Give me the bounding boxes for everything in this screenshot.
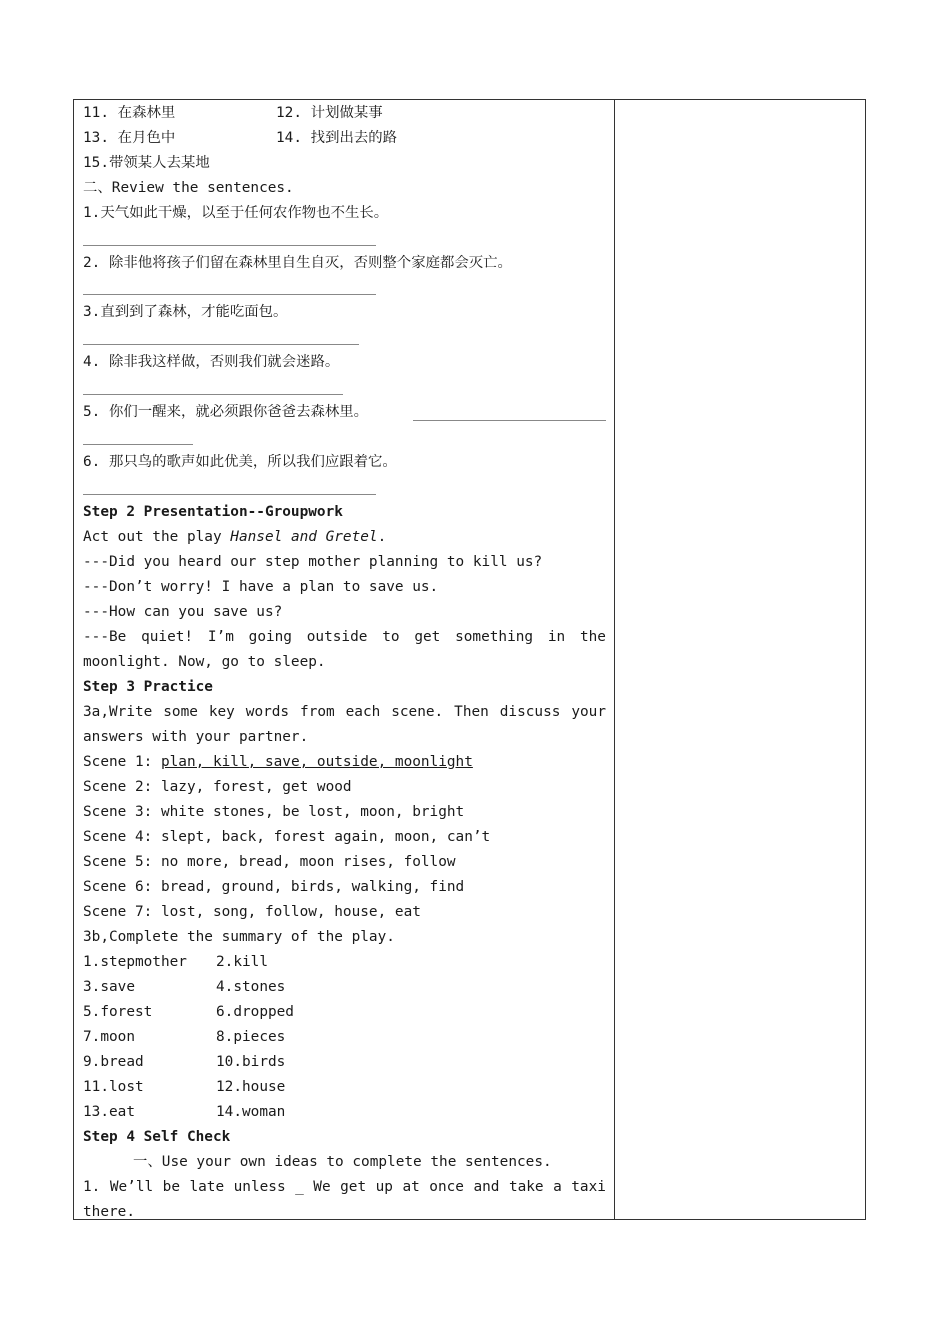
word: key [208,704,235,720]
review-sentence: 4. 除非我这样做，否则我们就会迷路。 [83,354,340,370]
scene-line: Scene 2: lazy, forest, get wood [83,779,352,795]
review-sentence: 5. 你们一醒来，就必须跟你爸爸去森林里。 [83,404,369,420]
word: Then [454,704,489,720]
word: ---Be [83,629,127,645]
scene-line: Scene 3: white stones, be lost, moon, bright [83,804,465,820]
answer-blank[interactable] [83,394,343,395]
step3-heading: Step 3 Practice [83,679,213,695]
review-sentence: 6. 那只鸟的歌声如此优美，所以我们应跟着它。 [83,454,397,470]
scene-line: Scene 4: slept, back, forest again, moon, can’t [83,829,491,845]
word: the [579,629,606,645]
word: from [300,704,335,720]
review-sentence: 3.直到到了森林，才能吃面包。 [83,304,288,320]
dialogue-line: ---Did you heard our step mother planning to kill us? [83,554,543,570]
word: discuss [499,704,561,720]
answer-item: 12.house [216,1079,286,1095]
word: late [189,1179,225,1195]
vocab-item: 14. 找到出去的路 [276,130,398,146]
word: 1. [83,1179,101,1195]
vocab-item: 13. 在月色中 [83,130,176,146]
scene-line: Scene 6: bread, ground, birds, walking, find [83,879,465,895]
word: going [248,629,292,645]
word: your [571,704,606,720]
review-sentence: 1.天气如此干燥，以至于任何农作物也不生长。 [83,205,389,221]
task-3a-cont: answers with your partner. [83,729,309,745]
play-title: Hansel and Gretel [230,529,378,545]
step2-intro: Act out the play Hansel and Gretel. [83,529,387,545]
dialogue-line: ---Don’t worry! I have a plan to save us. [83,579,439,595]
word: a [553,1179,562,1195]
answer-item: 14.woman [216,1104,286,1120]
task-3b: 3b,Complete the summary of the play. [83,929,395,945]
answer-item: 1.stepmother [83,954,187,970]
word: taxi [571,1179,606,1195]
vocab-item: 11. 在森林里 [83,105,176,121]
word: take [508,1179,544,1195]
answer-item: 6.dropped [216,1004,294,1020]
review-sentence: 2. 除非他将孩子们留在森林里自生自灭，否则整个家庭都会灭亡。 [83,255,512,271]
word: We’ll [109,1179,154,1195]
word: to [382,629,400,645]
step2-heading: Step 2 Presentation--Groupwork [83,504,343,520]
answer-item: 2.kill [216,954,268,970]
scene1-keywords: plan, kill, save, outside, moonlight [160,754,473,770]
scene-line: Scene 5: no more, bread, moon rises, follow [83,854,456,870]
answer-blank[interactable] [83,245,376,246]
self-check-question [83,1177,606,1197]
word: words [245,704,290,720]
answer-item: 7.moon [83,1029,135,1045]
vocab-item: 15.带领某人去某地 [83,155,210,171]
word: something [455,629,534,645]
vocab-item: 12. 计划做某事 [276,105,383,121]
dialogue-line: ---How can you save us? [83,604,283,620]
review-heading: 二、Review the sentences. [83,180,294,196]
word: in [547,629,566,645]
dialogue-line: moonlight. Now, go to sleep. [83,654,326,670]
word: get [414,629,441,645]
answer-item: 10.birds [216,1054,286,1070]
lesson-table [73,99,866,1220]
column-divider [614,100,615,1219]
word: _ [295,1179,304,1195]
answer-item: 8.pieces [216,1029,286,1045]
word: unless [233,1179,286,1195]
word: some [163,704,198,720]
word: get [340,1179,367,1195]
word: outside [306,629,368,645]
answer-blank[interactable] [83,294,376,295]
word: and [473,1179,500,1195]
answer-blank[interactable] [83,444,193,445]
answer-item: 3.save [83,979,135,995]
word: be [162,1179,180,1195]
answer-item: 9.bread [83,1054,144,1070]
dialogue-line [83,627,606,647]
task-3a [83,702,606,722]
word: quiet! [141,629,194,645]
answer-blank[interactable] [83,344,359,345]
scene-line: Scene 7: lost, song, follow, house, eat [83,904,421,920]
answer-item: 11.lost [83,1079,144,1095]
answer-item: 13.eat [83,1104,135,1120]
word: scene. [391,704,444,720]
answer-item: 5.forest [83,1004,153,1020]
answer-blank[interactable] [413,420,606,421]
answer-item: 4.stones [216,979,286,995]
scene-line: Scene 1: plan, kill, save, outside, moonlight [83,754,473,770]
word: each [345,704,381,720]
step4-sub: 一、Use your own ideas to complete the sentences. [133,1154,552,1170]
word: once [429,1179,464,1195]
word: up [375,1179,393,1195]
word: We [313,1179,331,1195]
step4-heading: Step 4 Self Check [83,1129,231,1145]
word: 3a,Write [83,704,153,720]
answer-blank[interactable] [83,494,376,495]
word: I’m [207,629,234,645]
word: at [402,1179,420,1195]
self-check-question-cont: there. [83,1204,135,1220]
